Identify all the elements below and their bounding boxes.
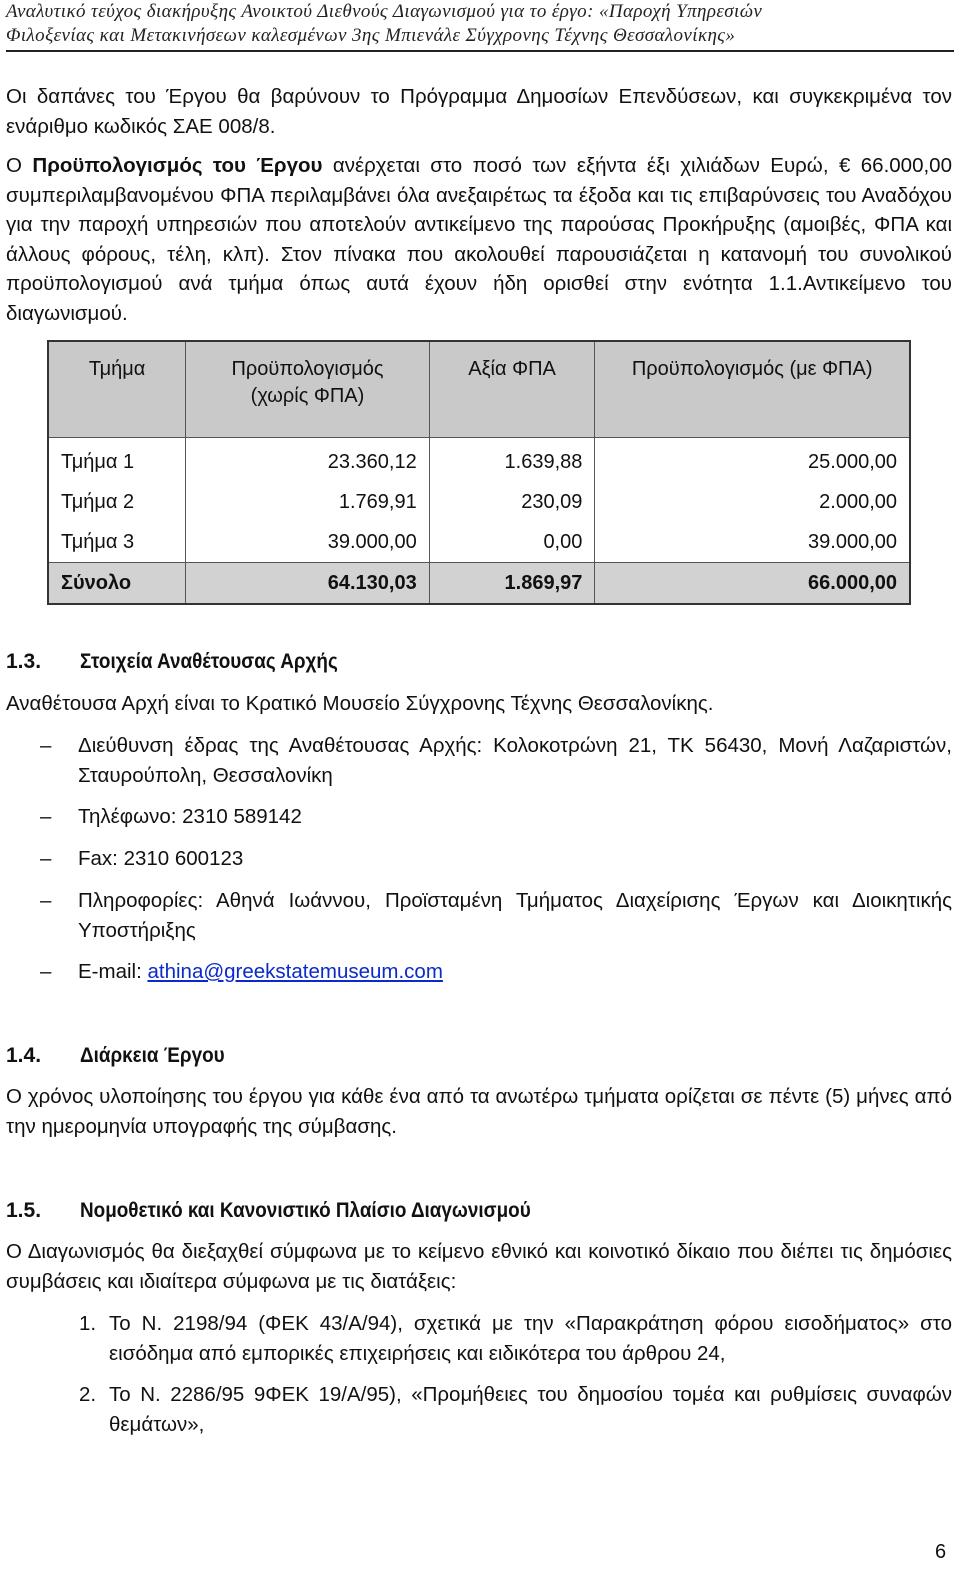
cell-section: Τμήμα 2 xyxy=(48,482,186,522)
cell-gross: 2.000,00 xyxy=(595,482,910,522)
dash-bullet: – xyxy=(40,805,52,828)
list-item xyxy=(40,886,952,946)
cell-total-net: 64.130,03 xyxy=(186,563,429,605)
cell-total-label: Σύνολο xyxy=(48,563,186,605)
legal-framework-paragraph: Ο Διαγωνισμός θα διεξαχθεί σύμφωνα με το κείμενο εθνικό και κοινοτικό δίκαιο που διέπει τις δημόσιες συμβάσεις και ιδιαίτερα σύμφωνα με τις διατάξεις: xyxy=(6,1240,952,1293)
list-text: Το Ν. 2286/95 9ΦΕΚ 19/Α/95), «Προμήθειες του δημοσίου τομέα και ρυθμίσεις συναφών θεμάτων», xyxy=(109,1383,952,1436)
cell-gross: 25.000,00 xyxy=(595,442,910,482)
section-heading-1-5 xyxy=(6,1197,581,1225)
cell-net: 23.360,12 xyxy=(186,442,429,482)
section-heading-1-3 xyxy=(6,648,366,676)
list-number: 2. xyxy=(79,1383,97,1406)
cell-section: Τμήμα 1 xyxy=(48,442,186,482)
header-line-2: Φιλοξενίας και Μετακινήσεων καλεσμένων 3ης Μπιενάλε Σύγχρονης Τέχνης Θεσσαλονίκης» xyxy=(6,25,736,46)
page-number: 6 xyxy=(935,1541,947,1563)
running-header xyxy=(6,0,954,52)
table-header-row xyxy=(48,341,910,438)
list-item xyxy=(40,731,952,791)
fax-text: Fax: 2310 600123 xyxy=(78,847,244,870)
list-item xyxy=(79,1380,952,1440)
list-item xyxy=(40,802,952,832)
contracting-authority-intro: Αναθέτουσα Αρχή είναι το Κρατικό Μουσείο Σύγχρονης Τέχνης Θεσσαλονίκης. xyxy=(6,692,714,715)
header-vat: Αξία ΦΠΑ xyxy=(429,341,595,438)
budget-table xyxy=(47,340,911,605)
header-budget-net xyxy=(186,341,429,438)
cell-vat: 0,00 xyxy=(429,522,595,563)
cell-vat: 1.639,88 xyxy=(429,442,595,482)
address-text: Διεύθυνση έδρας της Αναθέτουσας Αρχής: Κολοκοτρώνη 21, ΤΚ 56430, Μονή Λαζαριστών, Σταυρούπολη, Θεσσαλονίκη xyxy=(78,734,952,787)
header-line-1: Αναλυτικό τεύχος διακήρυξης Ανοικτού Διεθνούς Διαγωνισμού για το έργο: «Παροχή Υπηρεσιών xyxy=(6,1,763,22)
cell-net: 1.769,91 xyxy=(186,482,429,522)
cell-section: Τμήμα 3 xyxy=(48,522,186,563)
funding-paragraph: Οι δαπάνες του Έργου θα βαρύνουν το Πρόγραμμα Δημοσίων Επενδύσεων, και συγκεκριμένα τον ενάριθμο κωδικός ΣΑΕ 008/8. xyxy=(6,85,952,138)
budget-paragraph-prefix: Ο xyxy=(6,154,33,177)
cell-total-vat: 1.869,97 xyxy=(429,563,595,605)
legal-provisions-list xyxy=(79,1309,952,1440)
duration-paragraph: Ο χρόνος υλοποίησης του έργου για κάθε ένα από τα ανωτέρω τμήματα ορίζεται σε πέντε (5) μήνες από την ημερομηνία υπογραφής της σύμβασης. xyxy=(6,1085,952,1138)
section-title: Στοιχεία Αναθέτουσας Αρχής xyxy=(80,650,338,673)
list-text: Το Ν. 2198/94 (ΦΕΚ 43/Α/94), σχετικά με την «Παρακράτηση φόρου εισοδήματος» στο εισόδημα από εμπορικές επιχειρήσεις και ειδικότερα του άρθρου 24, xyxy=(109,1312,952,1365)
header-section: Τμήμα xyxy=(48,341,186,438)
cell-vat: 230,09 xyxy=(429,482,595,522)
table-total-row xyxy=(48,563,910,605)
list-item xyxy=(40,844,952,874)
dash-bullet: – xyxy=(40,847,52,870)
email-link[interactable]: athina@greekstatemuseum.com xyxy=(147,960,443,983)
section-title: Νομοθετικό και Κανονιστικό Πλαίσιο Διαγωνισμού xyxy=(80,1199,531,1222)
cell-total-gross: 66.000,00 xyxy=(595,563,910,605)
email-label: E-mail: xyxy=(78,960,148,983)
dash-bullet: – xyxy=(40,734,52,757)
budget-paragraph-rest: ανέρχεται στο ποσό των εξήντα έξι χιλιάδων Ευρώ, € 66.000,00 συμπεριλαμβανομένου ΦΠΑ περιλαμβάνει όλα ανεξαιρέτως τα έξοδα και τις επιβαρύνσεις του Αναδόχου για την παροχή υπηρεσιών που αποτελούν αντικείμενο της παρούσας Προκήρυξης (αμοιβές, ΦΠΑ και άλλους φόρους, τέλη, κλπ). Στον πίνακα που ακολουθεί παρουσιάζεται η κατανομή του συνολικού προϋπολογισμού ανά τμήμα όπως αυτά έχουν ήδη ορισθεί στην ενότητα 1.1.Αντικείμενο του διαγωνισμού. xyxy=(6,154,952,325)
dash-bullet: – xyxy=(40,960,52,983)
section-title: Διάρκεια Έργου xyxy=(80,1044,225,1067)
header-budget-net-line1: Προϋπολογισμός xyxy=(231,358,384,380)
list-item xyxy=(40,957,952,987)
cell-gross: 39.000,00 xyxy=(595,522,910,563)
table-row xyxy=(48,522,910,563)
table-row xyxy=(48,442,910,482)
section-number: 1.5. xyxy=(6,1199,42,1222)
section-number: 1.3. xyxy=(6,650,42,673)
list-item xyxy=(79,1309,952,1369)
info-text: Πληροφορίες: Αθηνά Ιωάννου, Προϊσταμένη Τμήματος Διαχείρισης Έργων και Διοικητικής Υποστήριξης xyxy=(78,889,952,942)
header-budget-gross: Προϋπολογισμός (με ΦΠΑ) xyxy=(595,341,910,438)
phone-text: Τηλέφωνο: 2310 589142 xyxy=(78,805,302,828)
header-budget-net-line2: (χωρίς ΦΠΑ) xyxy=(250,385,365,407)
contact-details-list xyxy=(40,731,952,987)
budget-paragraph-bold: Προϋπολογισμός του Έργου xyxy=(32,154,323,177)
cell-net: 39.000,00 xyxy=(186,522,429,563)
dash-bullet: – xyxy=(40,889,52,912)
section-number: 1.4. xyxy=(6,1044,42,1067)
budget-paragraph xyxy=(6,151,952,328)
list-number: 1. xyxy=(79,1312,97,1335)
table-row xyxy=(48,482,910,522)
section-heading-1-4 xyxy=(6,1042,241,1070)
